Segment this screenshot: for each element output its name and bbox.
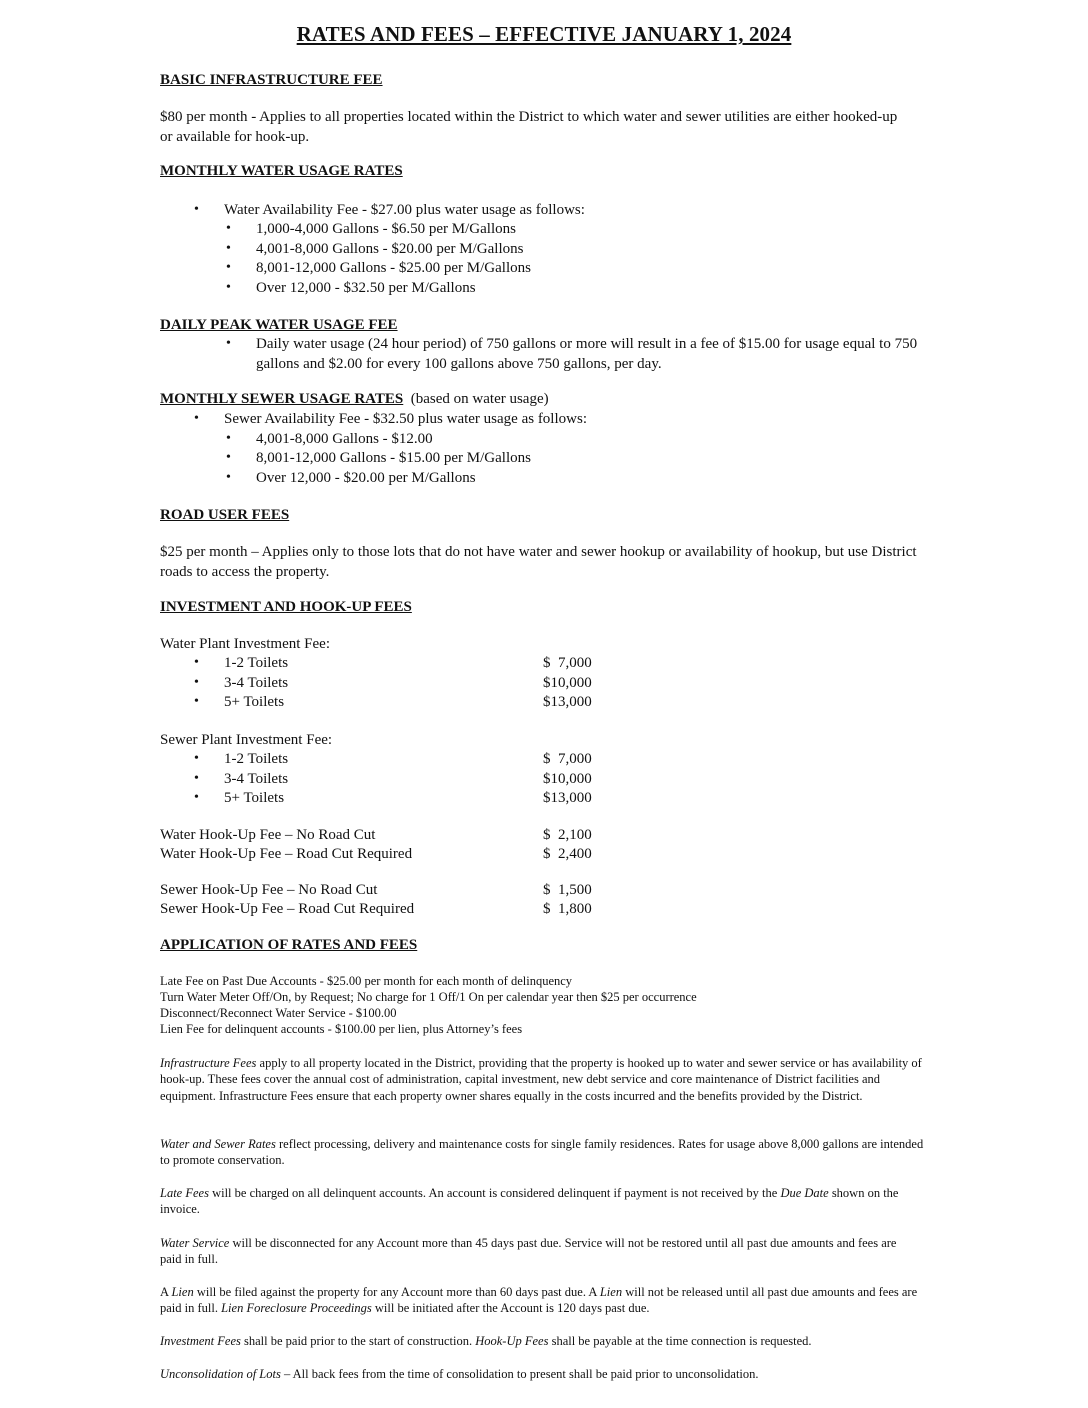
lien-fee-line: Lien Fee for delinquent accounts - $100.00 per lien, plus Attorney’s fees: [160, 1022, 523, 1036]
term: Water Service: [160, 1236, 230, 1250]
paragraph-text: reflect processing, delivery and maintenance costs for single family residences. Rates for usage above 8,000 gallons are intended to promote conservation.: [160, 1137, 924, 1168]
water-hookup-item: Water Hook-Up Fee – Road Cut Required: [160, 846, 413, 862]
paragraph-text: will be initiated after the Account is 120 days past due.: [371, 1301, 650, 1316]
water-plant-amount: $10,000: [543, 675, 592, 691]
paragraph-text: shall be payable at the time connection is requested.: [548, 1334, 812, 1348]
unconsolidation-paragraph: [160, 1366, 759, 1382]
paragraph-text: will be filed against the property for any Account more than 60 days past due. A: [193, 1285, 600, 1299]
water-tier: 4,001-8,000 Gallons - $20.00 per M/Gallons: [256, 241, 524, 257]
water-availability-fee: Water Availability Fee - $27.00 plus water usage as follows:: [224, 202, 585, 218]
paragraph-text: – All back fees from the time of consolidation to present shall be paid prior to unconsolidation.: [280, 1367, 759, 1381]
bullet-icon: •: [226, 221, 231, 236]
sewer-hookup-amount: $ 1,800: [543, 901, 592, 917]
paragraph-text: will be charged on all delinquent accounts. An account is considered delinquent if payment is not received by the: [208, 1186, 781, 1200]
water-plant-item: 1-2 Toilets: [224, 655, 289, 671]
paragraph-text: apply to all property located in the District, providing that the property is hooked up to water and sewer service or has availability of hook-up. These fees cover the annual cost of administration, capital investment, new debt service and core maintenance of District facilities and equipment. Infrastructure Fees ensure that each property owner shares equally in the costs incurred and the benefits provided by the District.: [160, 1056, 922, 1103]
term: Investment Fees: [160, 1334, 241, 1348]
term: Infrastructure Fees: [160, 1056, 257, 1070]
sewer-availability-fee: Sewer Availability Fee - $32.50 plus water usage as follows:: [224, 411, 587, 427]
sewer-hookup-item: Sewer Hook-Up Fee – No Road Cut: [160, 882, 378, 898]
sewer-plant-item: 1-2 Toilets: [224, 751, 289, 767]
water-plant-item: 3-4 Toilets: [224, 675, 289, 691]
sewer-tier: Over 12,000 - $20.00 per M/Gallons: [256, 470, 476, 486]
bullet-icon: •: [194, 771, 199, 786]
bullet-icon: •: [226, 280, 231, 295]
water-plant-item: 5+ Toilets: [224, 694, 285, 710]
page-title: RATES AND FEES – EFFECTIVE JANUARY 1, 2024: [296, 22, 792, 46]
sewer-tier: 4,001-8,000 Gallons - $12.00: [256, 431, 433, 447]
paragraph-text: A: [160, 1285, 172, 1299]
late-fee-line: Late Fee on Past Due Accounts - $25.00 per month for each month of delinquency: [160, 974, 573, 988]
sewer-plant-item: 5+ Toilets: [224, 790, 285, 806]
bullet-icon: •: [194, 751, 199, 766]
road-user-heading: ROAD USER FEES: [160, 507, 290, 523]
term: Water and Sewer Rates: [160, 1137, 276, 1151]
infrastructure-fees-paragraph: [160, 1055, 928, 1104]
bullet-icon: •: [226, 241, 231, 256]
basic-infrastructure-text: $80 per month - Applies to all properties located within the District to which water and sewer utilities are either hooked-up or available for hook-up.: [160, 109, 898, 145]
term: Lien: [599, 1285, 623, 1299]
disconnect-reconnect-line: Disconnect/Reconnect Water Service - $100.00: [160, 1006, 397, 1020]
water-tier: Over 12,000 - $32.50 per M/Gallons: [256, 280, 476, 296]
paragraph-text: will not be released until all past due amounts and fees are paid in full.: [160, 1285, 918, 1316]
term: Late Fees: [160, 1186, 209, 1200]
paragraph-text: shall be paid prior to the start of construction.: [240, 1334, 476, 1348]
daily-peak-text: Daily water usage (24 hour period) of 750 gallons or more will result in a fee of $15.00 for usage equal to 750 gallons and $2.00 for every 100 gallons above 750 gallons, per day.: [256, 336, 918, 372]
basic-infrastructure-heading: BASIC INFRASTRUCTURE FEE: [160, 72, 383, 88]
monthly-sewer-heading: MONTHLY SEWER USAGE RATES: [160, 391, 404, 407]
water-hookup-item: Water Hook-Up Fee – No Road Cut: [160, 827, 376, 843]
water-tier: 8,001-12,000 Gallons - $25.00 per M/Gallons: [256, 260, 531, 276]
daily-peak-heading: DAILY PEAK WATER USAGE FEE: [160, 317, 398, 333]
monthly-sewer-note: (based on water usage): [410, 391, 549, 407]
sewer-hookup-item: Sewer Hook-Up Fee – Road Cut Required: [160, 901, 415, 917]
lien-paragraph: [160, 1284, 920, 1317]
sewer-plant-amount: $ 7,000: [543, 751, 592, 767]
bullet-icon: •: [194, 790, 199, 805]
investment-heading: INVESTMENT AND HOOK-UP FEES: [160, 599, 412, 615]
water-sewer-rates-paragraph: [160, 1136, 928, 1169]
sewer-plant-label: Sewer Plant Investment Fee:: [160, 732, 333, 748]
paragraph-text: will be disconnected for any Account more than 45 days past due. Service will not be restored until all past due amounts and fees are paid in full.: [160, 1236, 897, 1267]
monthly-water-heading: MONTHLY WATER USAGE RATES: [160, 163, 403, 179]
water-hookup-amount: $ 2,100: [543, 827, 592, 843]
late-fees-paragraph: [160, 1185, 930, 1218]
sewer-plant-amount: $13,000: [543, 790, 592, 806]
road-user-text: $25 per month – Applies only to those lots that do not have water and sewer hookup or availability of hookup, but use District roads to access the property.: [160, 544, 917, 580]
paragraph-text: shown on the invoice.: [160, 1186, 899, 1217]
bullet-icon: •: [226, 336, 231, 351]
bullet-icon: •: [226, 470, 231, 485]
term: Unconsolidation of Lots: [160, 1367, 281, 1381]
bullet-icon: •: [226, 260, 231, 275]
sewer-plant-item: 3-4 Toilets: [224, 771, 289, 787]
bullet-icon: •: [194, 202, 199, 217]
bullet-icon: •: [226, 450, 231, 465]
water-hookup-amount: $ 2,400: [543, 846, 592, 862]
water-tier: 1,000-4,000 Gallons - $6.50 per M/Gallons: [256, 221, 516, 237]
bullet-icon: •: [194, 694, 199, 709]
sewer-hookup-amount: $ 1,500: [543, 882, 592, 898]
water-service-paragraph: [160, 1235, 900, 1268]
investment-fees-paragraph: [160, 1333, 812, 1349]
monthly-sewer-heading-line: [160, 391, 549, 408]
term: Lien Foreclosure Proceedings: [221, 1301, 372, 1316]
water-plant-amount: $13,000: [543, 694, 592, 710]
sewer-plant-amount: $10,000: [543, 771, 592, 787]
sewer-tier: 8,001-12,000 Gallons - $15.00 per M/Gallons: [256, 450, 531, 466]
meter-off-on-line: Turn Water Meter Off/On, by Request; No charge for 1 Off/1 On per calendar year then $25 per occurrence: [160, 990, 697, 1004]
water-plant-label: Water Plant Investment Fee:: [160, 636, 330, 652]
term: Hook-Up Fees: [475, 1334, 549, 1348]
water-plant-amount: $ 7,000: [543, 655, 592, 671]
term: Lien: [171, 1285, 194, 1299]
bullet-icon: •: [194, 655, 199, 670]
term: Due Date: [780, 1186, 829, 1200]
application-heading: APPLICATION OF RATES AND FEES: [160, 937, 418, 953]
bullet-icon: •: [194, 411, 199, 426]
bullet-icon: •: [226, 431, 231, 446]
bullet-icon: •: [194, 675, 199, 690]
